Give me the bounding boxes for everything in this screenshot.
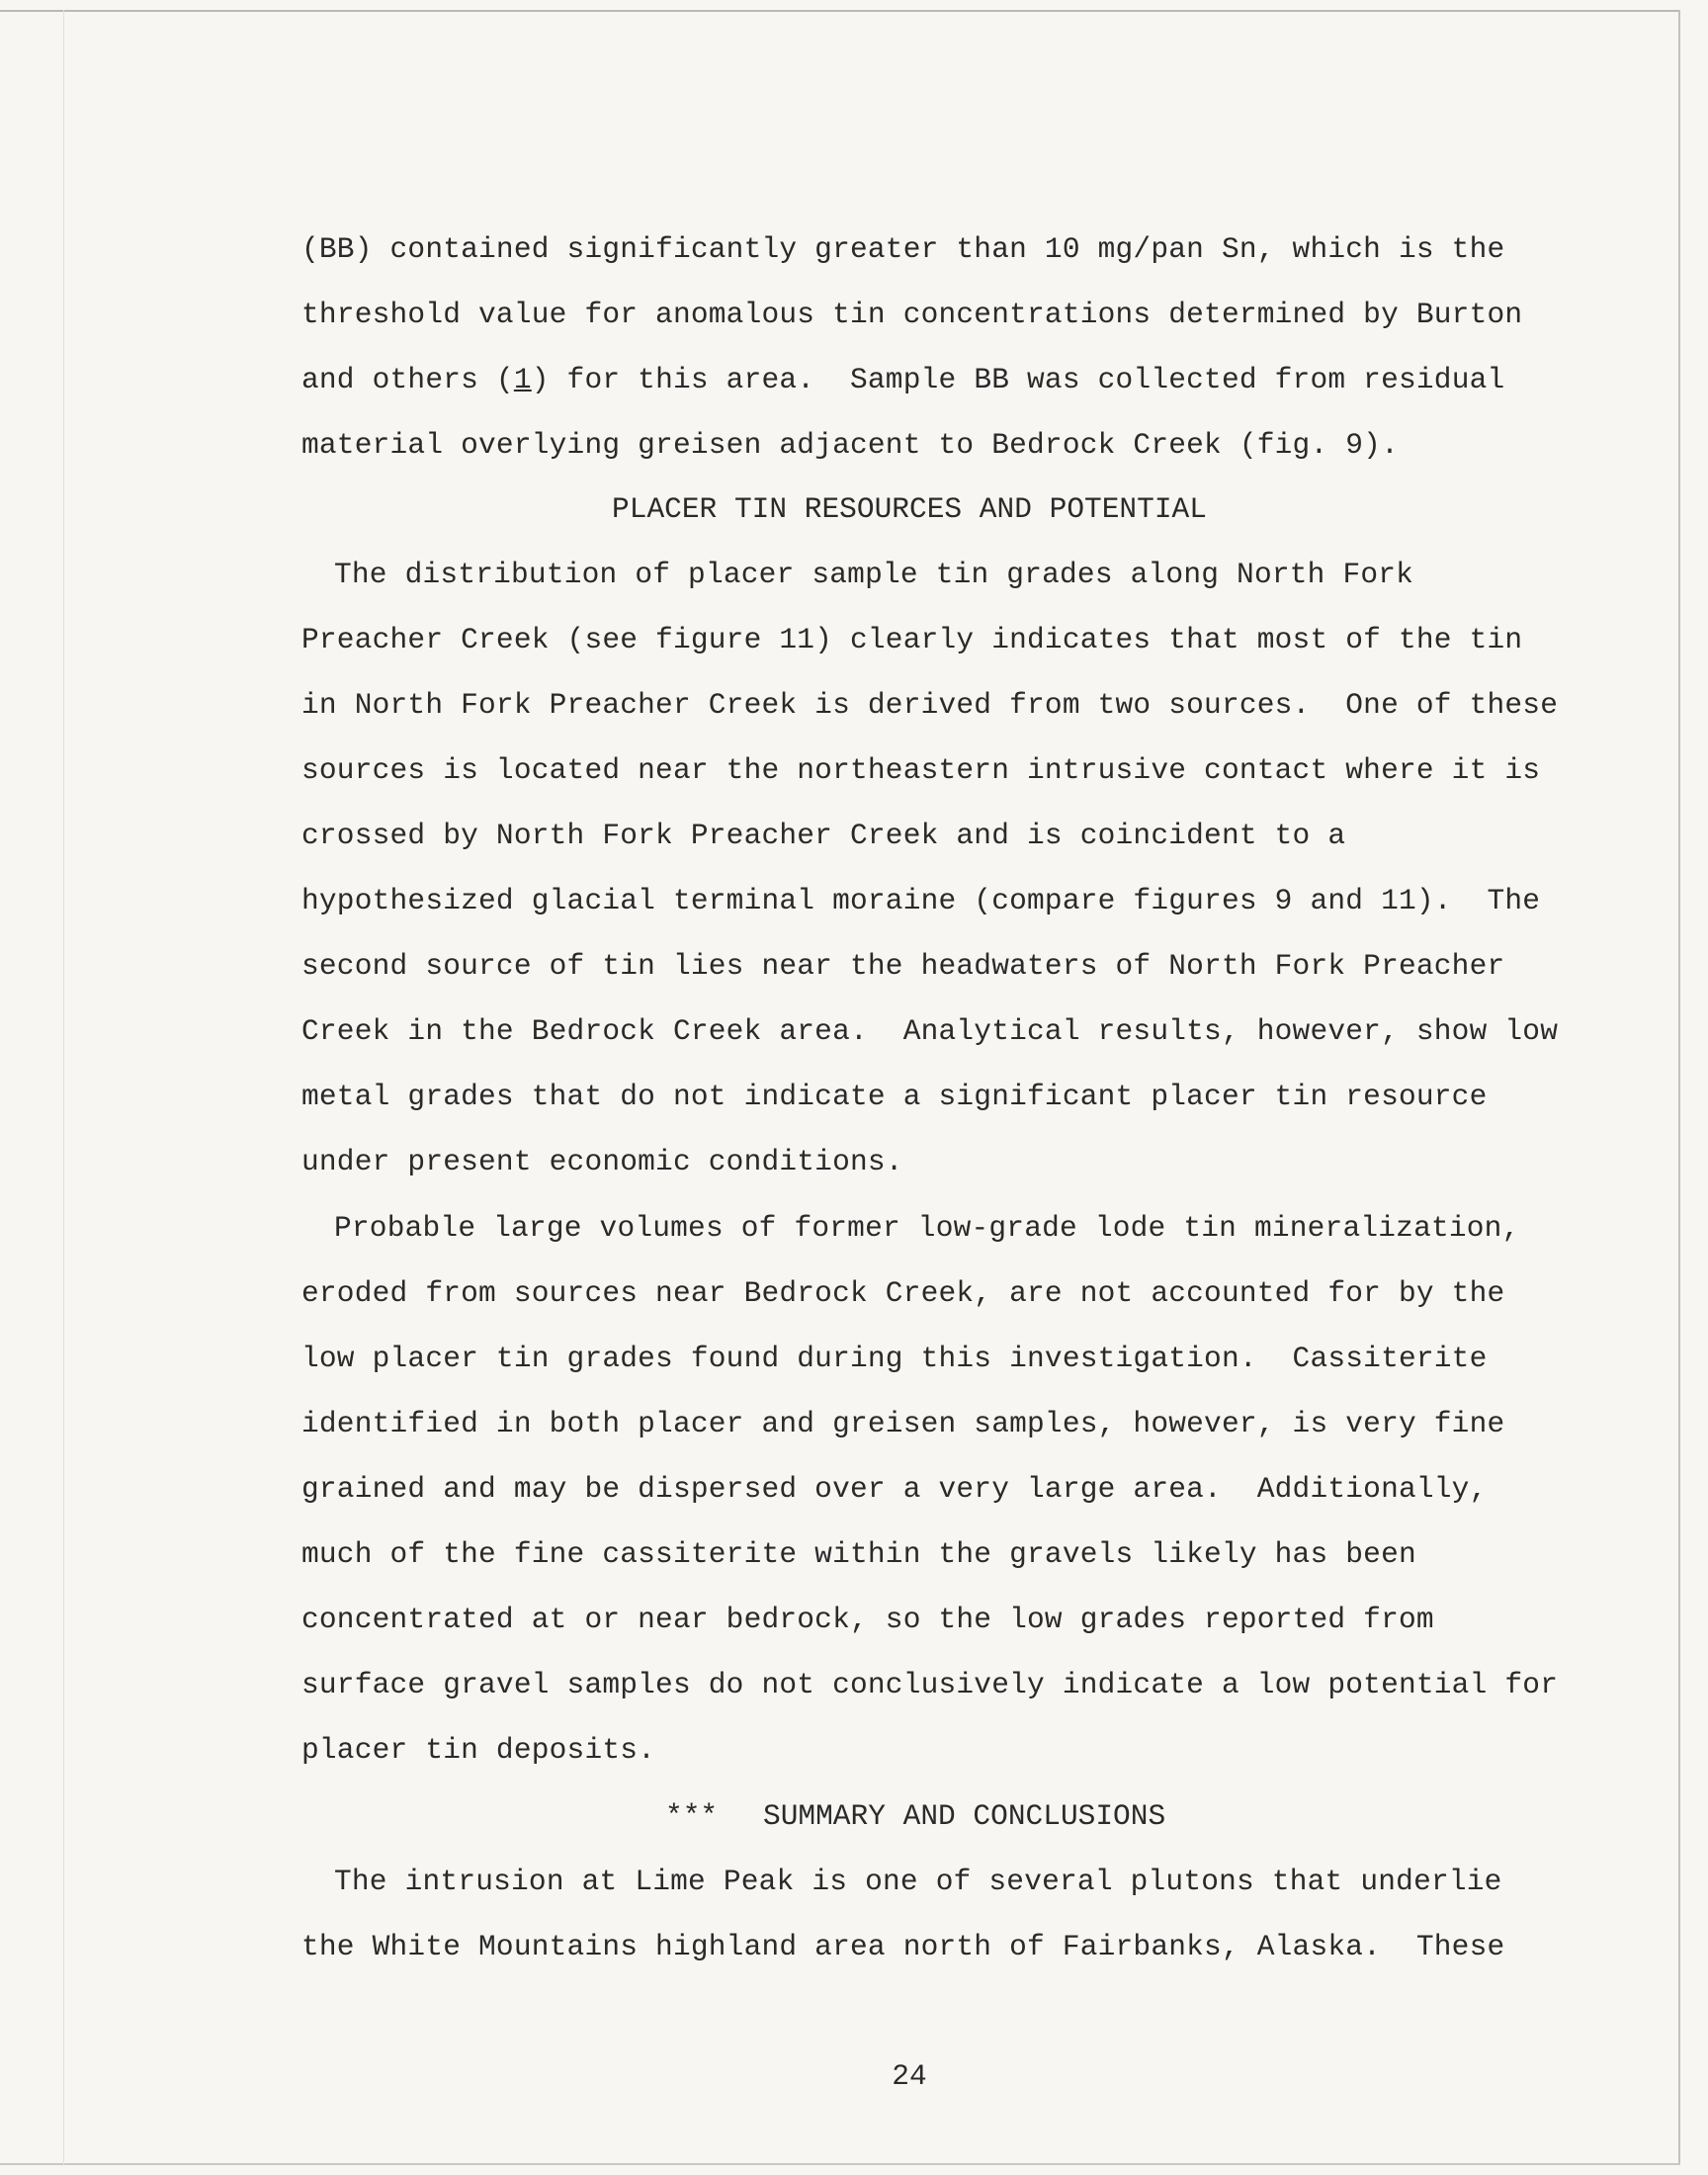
text-line: Preacher Creek (see figure 11) clearly indicates that most of the tin [301, 623, 1523, 656]
section-marker: *** [665, 1799, 719, 1833]
page-edge-bottom [0, 2163, 1680, 2165]
text-line: under present economic conditions. [301, 1145, 903, 1178]
text-line: the White Mountains highland area north of Fairbanks, Alaska. These [301, 1930, 1505, 1963]
text-line: identified in both placer and greisen samples, however, is very fine [301, 1407, 1505, 1440]
text-line: much of the fine cassiterite within the gravels likely has been [301, 1537, 1416, 1571]
text-line: The distribution of placer sample tin grades along North Fork [334, 558, 1414, 591]
citation-reference: 1 [513, 363, 532, 396]
citation-after: ) for this area. Sample BB was collected from residual [531, 363, 1505, 396]
text-line: surface gravel samples do not conclusively indicate a low potential for [301, 1668, 1559, 1701]
text-line-citation [301, 363, 1504, 396]
text-line: (BB) contained significantly greater than 10 mg/pan Sn, which is the [301, 232, 1505, 266]
text-line: concentrated at or near bedrock, so the low grades reported from [301, 1603, 1434, 1636]
citation-before: and others ( [301, 363, 514, 396]
text-line: The intrusion at Lime Peak is one of several plutons that underlie [334, 1865, 1502, 1898]
text-line: threshold value for anomalous tin concentrations determined by Burton [301, 298, 1523, 331]
text-line: Probable large volumes of former low-grade lode tin mineralization, [334, 1211, 1520, 1245]
page-edge-right [1678, 10, 1680, 2165]
text-line: material overlying greisen adjacent to Bedrock Creek (fig. 9). [301, 428, 1399, 462]
text-line: crossed by North Fork Preacher Creek and is coincident to a [301, 819, 1346, 852]
text-line: low placer tin grades found during this investigation. Cassiterite [301, 1342, 1488, 1375]
text-line: eroded from sources near Bedrock Creek, are not accounted for by the [301, 1276, 1505, 1310]
text-line: metal grades that do not indicate a significant placer tin resource [301, 1080, 1488, 1113]
text-line: hypothesized glacial terminal moraine (compare figures 9 and 11). The [301, 884, 1541, 917]
text-line: second source of tin lies near the headwaters of North Fork Preacher [301, 949, 1505, 983]
text-line: sources is located near the northeastern intrusive contact where it is [301, 753, 1541, 787]
page-edge-left [63, 10, 64, 2165]
text-line: placer tin deposits. [301, 1733, 656, 1767]
section-heading-summary: SUMMARY AND CONCLUSIONS [763, 1799, 1166, 1833]
text-line: grained and may be dispersed over a very large area. Additionally, [301, 1472, 1488, 1506]
text-line: Creek in the Bedrock Creek area. Analytical results, however, show low [301, 1014, 1559, 1048]
page-number: 24 [892, 2059, 927, 2093]
text-line: in North Fork Preacher Creek is derived from two sources. One of these [301, 688, 1559, 722]
section-heading-placer: PLACER TIN RESOURCES AND POTENTIAL [612, 492, 1207, 526]
page-edge-top [0, 10, 1680, 12]
